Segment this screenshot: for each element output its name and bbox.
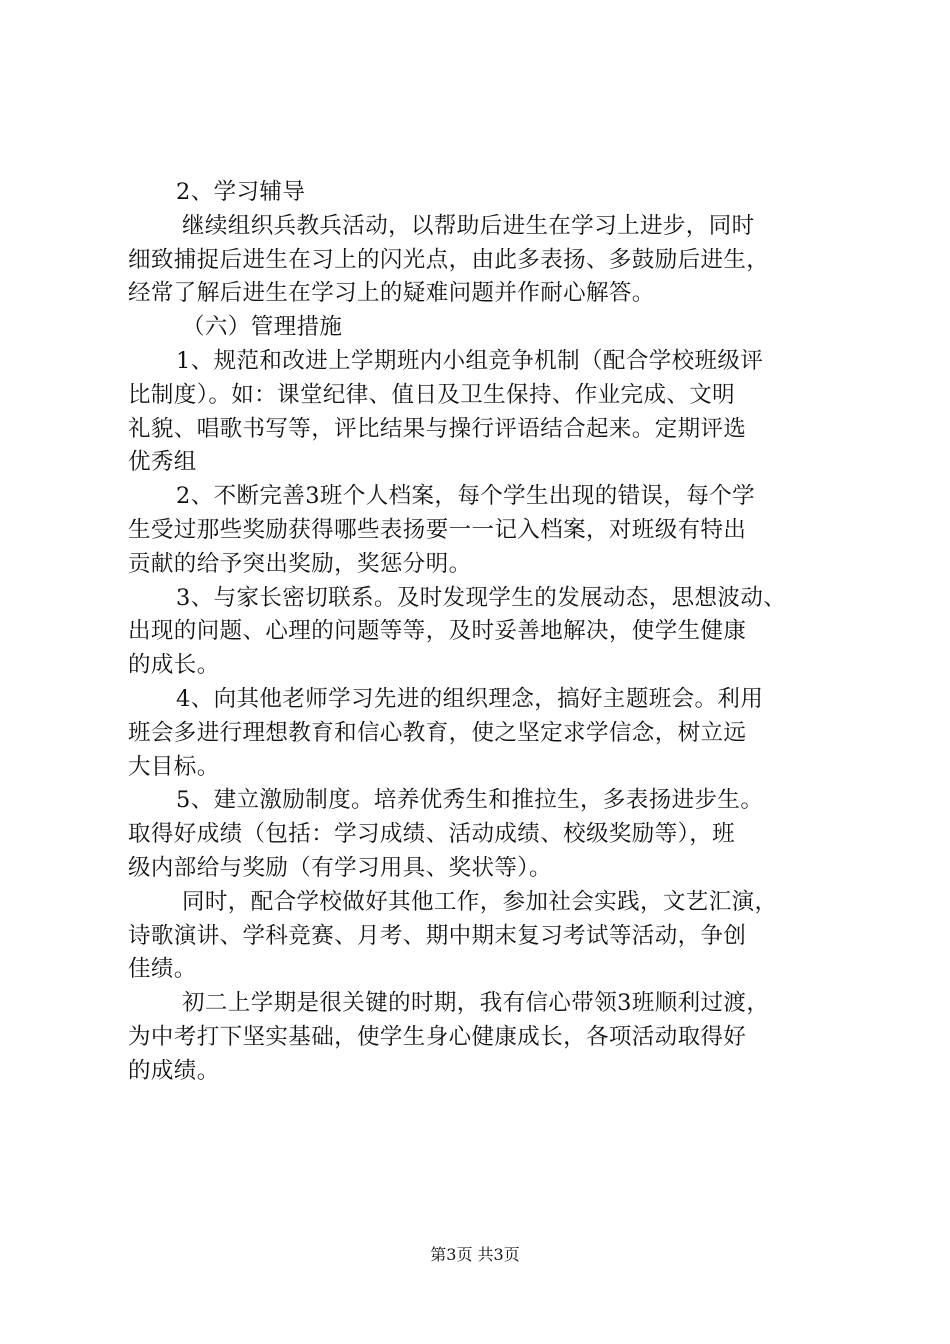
text-line: 级内部给与奖励（有学习用具、奖状等）。 bbox=[128, 854, 552, 881]
text-line: 班会多进行理想教育和信心教育，使之坚定求学信念，树立远 bbox=[128, 719, 747, 746]
text-line: 5、建立激励制度。培养优秀生和推拉生，多表扬进步生。 bbox=[176, 787, 764, 814]
text-line: 的成长。 bbox=[128, 652, 220, 679]
text-line: 贡献的给予突出奖励，奖惩分明。 bbox=[128, 550, 472, 577]
text-line: 细致捕捉后进生在习上的闪光点，由此多表扬、多鼓励后进生， bbox=[128, 246, 770, 273]
text-line: 经常了解后进生在学习上的疑难问题并作耐心解答。 bbox=[128, 280, 655, 307]
text-line: 诗歌演讲、学科竞赛、月考、期中期末复习考试等活动，争创 bbox=[128, 922, 747, 949]
text-line: 2、不断完善3班个人档案，每个学生出现的错误，每个学 bbox=[176, 483, 756, 510]
text-line: （六）管理措施 bbox=[182, 314, 343, 341]
text-line: 2、学习辅导 bbox=[176, 179, 306, 205]
page-footer: 第3页 共3页 bbox=[430, 1245, 520, 1264]
text-line: 继续组织兵教兵活动，以帮助后进生在学习上进步，同时 bbox=[182, 212, 755, 239]
text-line: 4、向其他老师学习先进的组织理念，搞好主题班会。利用 bbox=[176, 685, 764, 712]
text-line: 优秀组 bbox=[128, 449, 197, 476]
text-line: 出现的问题、心理的问题等等，及时妥善地解决，使学生健康 bbox=[128, 618, 747, 645]
text-line: 生受过那些奖励获得哪些表扬要一一记入档案，对班级有特出 bbox=[128, 516, 747, 543]
text-line: 1、规范和改进上学期班内小组竞争机制（配合学校班级评 bbox=[176, 347, 764, 374]
text-line: 为中考打下坚实基础，使学生身心健康成长，各项活动取得好 bbox=[128, 1023, 747, 1050]
text-line: 3、与家长密切联系。及时发现学生的发展动态，思想波动、 bbox=[176, 584, 787, 611]
text-line: 大目标。 bbox=[128, 753, 220, 780]
text-line: 的成绩。 bbox=[128, 1057, 220, 1084]
text-line: 佳绩。 bbox=[128, 956, 197, 983]
text-line: 初二上学期是很关键的时期，我有信心带领3班顺利过渡， bbox=[182, 990, 770, 1017]
text-line: 同时，配合学校做好其他工作，参加社会实践，文艺汇演， bbox=[182, 888, 778, 915]
text-line: 取得好成绩（包括：学习成绩、活动成绩、校级奖励等），班 bbox=[128, 821, 736, 848]
text-line: 礼貌、唱歌书写等，评比结果与操行评语结合起来。定期评选 bbox=[128, 415, 747, 442]
text-line: 比制度）。如：课堂纪律、值日及卫生保持、作业完成、文明 bbox=[128, 381, 736, 408]
document-body bbox=[128, 176, 838, 1089]
